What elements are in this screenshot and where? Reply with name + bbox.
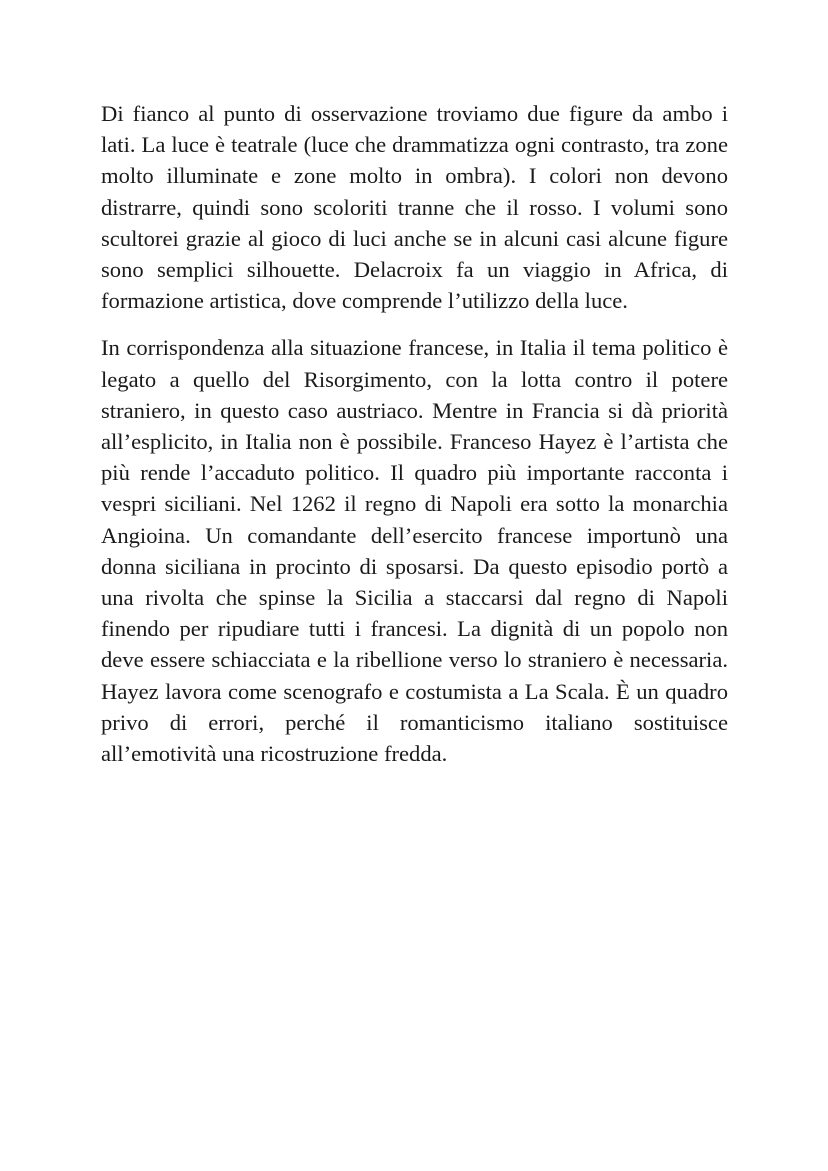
document-body xyxy=(101,98,728,785)
paragraph-hayez: In corrispondenza alla situazione francese, in Italia il tema politico è legato a quello del Risorgimento, con la lotta contro il potere straniero, in questo caso austriaco. Mentre in Francia si dà priorità all’esplicito, in Italia non è possibile. Franceso Hayez è l’artista che più rende l’accaduto politico. Il quadro più importante racconta i vespri siciliani. Nel 1262 il regno di Napoli era sotto la monarchia Angioina. Un comandante dell’esercito francese importunò una donna siciliana in procinto di sposarsi. Da questo episodio portò a una rivolta che spinse la Sicilia a staccarsi dal regno di Napoli finendo per ripudiare tutti i francesi. La dignità di un popolo non deve essere schiacciata e la ribellione verso lo straniero è necessaria. Hayez lavora come scenografo e costumista a La Scala. È un quadro privo di errori, perché il romanticismo italiano sostituisce all’emotività una ricostruzione fredda. xyxy=(101,335,728,767)
paragraph-delacroix: Di fianco al punto di osservazione troviamo due figure da ambo i lati. La luce è teatrale (luce che drammatizza ogni contrasto, tra zone molto illuminate e zone molto in ombra). I colori non devono distrarre, quindi sono scoloriti tranne che il rosso. I volumi sono scultorei grazie al gioco di luci anche se in alcuni casi alcune figure sono semplici silhouette. Delacroix fa un viaggio in Africa, di formazione artistica, dove comprende l’utilizzo della luce. xyxy=(101,101,728,314)
